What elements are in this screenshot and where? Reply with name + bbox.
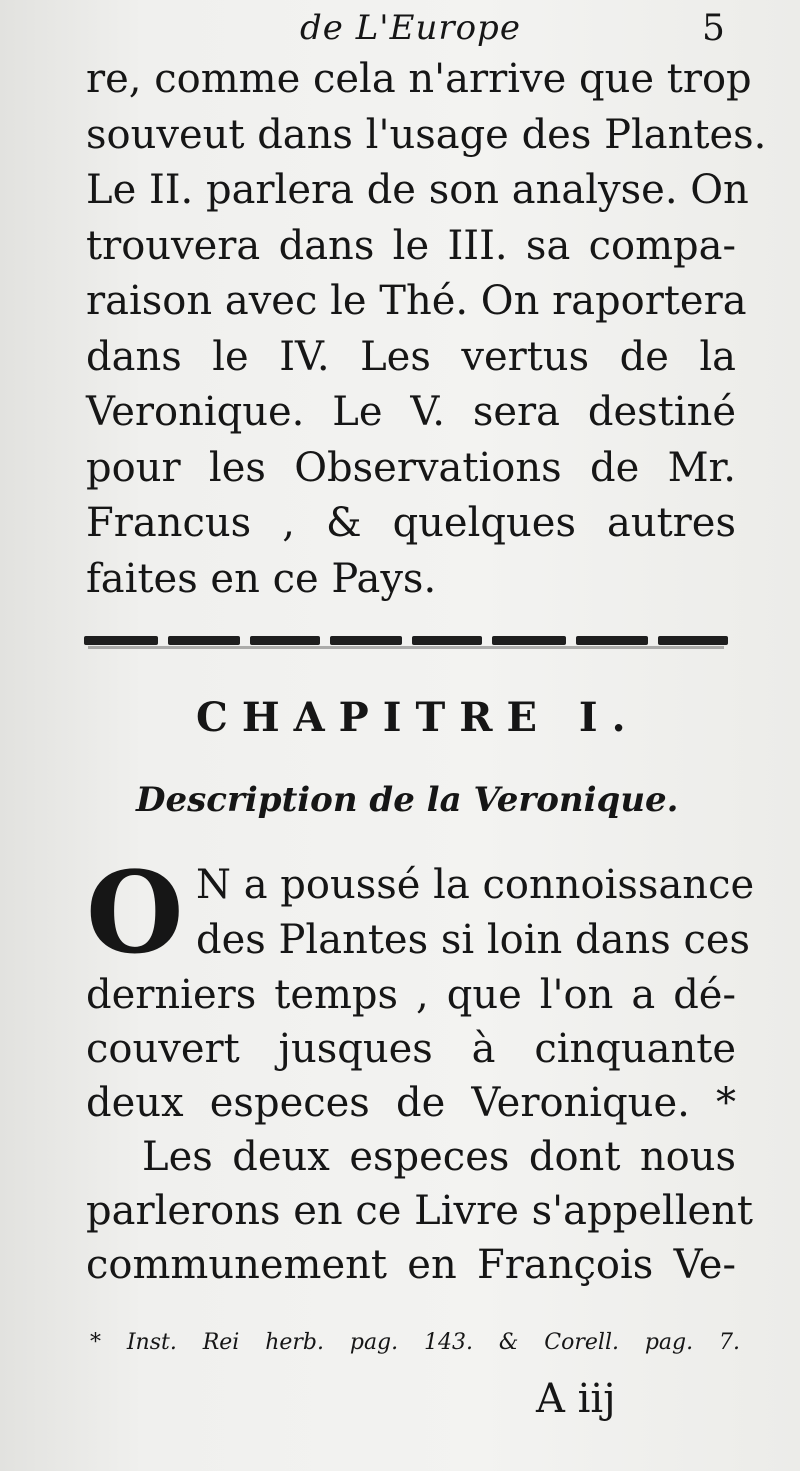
text-line: couvert jusques à cinquante [86,1026,736,1072]
text-line: raison avec le Thé. On raportera [86,278,747,324]
text-line: souveut dans l'usage des Plantes. [86,111,767,158]
intro-paragraph [86,52,767,607]
text-line: re, comme cela n'arrive que trop [86,56,752,102]
chapter-subtitle: Description de la Veronique. [136,780,679,820]
signature-mark: A iij [536,1376,616,1422]
ornamental-rule [84,632,728,652]
text-line: Veronique. Le V. sera destiné [86,389,736,435]
page-number: 5 [702,8,725,49]
footnote: * Inst. Rei herb. pag. 143. & Corell. pag. 7. [90,1330,740,1355]
text-line: parlerons en ce Livre s'appellent [86,1188,753,1234]
text-line: communement en François Ve- [86,1242,736,1288]
text-line: deux especes de Veronique. * [86,1080,736,1126]
text-line: derniers temps , que l'on a dé- [86,972,736,1018]
drop-cap: O [86,848,184,979]
text-line: des Plantes si loin dans ces [196,917,751,963]
text-line: pour les Observations de Mr. [86,444,736,491]
text-line: N a poussé la connoissance [196,862,755,908]
paragraph-body [86,968,753,1292]
text-line: Les deux especes dont nous [142,1134,736,1180]
text-line: faites en ce Pays. [86,555,437,602]
running-head [0,8,800,48]
paragraph-opening [196,858,755,968]
chapter-title: CHAPITRE I. [196,694,640,741]
text-line: dans le IV. Les vertus de la [86,333,736,380]
text-line: Francus , & quelques autres [86,500,736,546]
running-head-title: de L'Europe [300,8,521,48]
text-line: Le II. parlera de son analyse. On [86,167,749,213]
text-line: trouvera dans le III. sa compa- [86,222,736,269]
